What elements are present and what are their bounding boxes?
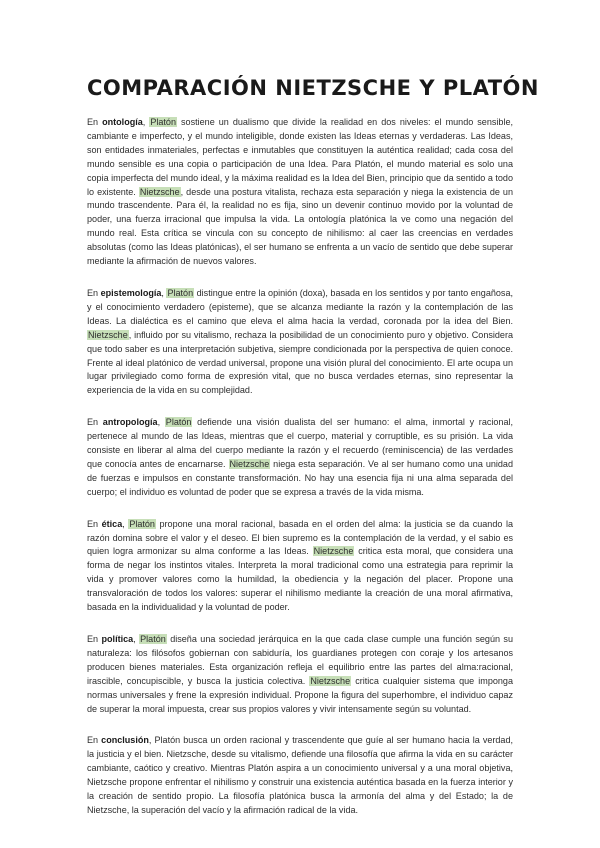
paragraph-text: defiende una visión dualista del ser humano: el alma, inmortal y racional, pertenece al mundo de las Ideas, mientras que el cuerpo, material y corruptible, es su prisión. La vida consiste en liberar al alma del cuerpo mediante la razón y el recuerdo (reminiscencia) de las verdades que conocía antes de encarnarse. [87, 417, 513, 469]
separator-text: , [142, 117, 150, 127]
highlight-platon: Platón [167, 287, 194, 298]
separator-text: , [161, 287, 167, 298]
lead-text: En [87, 117, 103, 127]
topic-term: conclusión [101, 735, 149, 746]
paragraph-text: , influido por su vitalismo, rechaza la posibilidad de un conocimiento puro y objetivo. Considera que todo saber es una interpretación subjetiva, siempre condicionada por la perspectiva de quien conoce. Frente al ideal platónico de verdad universal, propone una visión plural del conocimiento. El arte ocupa un lugar privilegiado como forma de expresión vital, que no busca verdades eternas, sino representar la experiencia de la vida en su complejidad. [87, 329, 513, 396]
paragraph-text: diseña una sociedad jerárquica en la que cada clase cumple una función según su naturaleza: los filósofos gobiernan con sabiduría, los guardianes protegen con coraje y los artesanos producen bienes materiales. Esta organización refleja el equilibrio entre las partes del alma:racional, irascible, concupiscible, y busca la justicia colectiva. [87, 634, 513, 686]
separator-text: , [122, 518, 129, 529]
paragraph-ontologia [87, 116, 513, 269]
highlight-nietzsche: Nietzsche [88, 329, 128, 340]
paragraph-text: , Platón busca un orden racional y trascendente que guíe al ser humano hacia la verdad, la justicia y el bien. Nietzsche, desde su vitalismo, defiende una filosofía que afirma la vida en su carácter cambiante, caótico y creativo. Mientras Platón aspira a un conocimiento universal y a una moral objetiva, Nietzsche propone enfrentar el nihilismo y construir una existencia auténtica basada en la fuerza interior y la creación de sentido propio. La filosofía platónica busca la armonía del alma y del Estado; la de Nietzsche, la superación del vacío y la afirmación radical de la vida. [87, 735, 513, 815]
highlight-platon: Platón [129, 518, 155, 529]
lead-text: En [87, 735, 102, 746]
separator-text: , [157, 417, 165, 428]
topic-term: ética [101, 518, 123, 529]
paragraph-epistemologia [87, 287, 513, 398]
highlight-nietzsche: Nietzsche [313, 546, 354, 557]
highlight-platon: Platón [140, 634, 166, 644]
paragraph-conclusion [87, 734, 513, 817]
paragraph-etica [87, 518, 513, 615]
highlight-platon: Platón [165, 417, 192, 428]
paragraph-text: , desde una postura vitalista, rechaza esta separación y niega la existencia de un mundo trascendente. Para él, la realidad no es fija, sino un devenir continuo movido por la voluntad de poder, una fuerza irracional que impulsa la vida. La ontología platónica la ve como una negación del mundo real. Esta crítica se vincula con su concepto de nihilismo: al caer las creencias en verdades absolutas (como las Ideas platónicas), el ser humano se enfrenta a un vacío de sentido que debe superar mediante la afirmación de nuevos valores. [87, 186, 513, 267]
paragraph-text: critica esta moral, que considera una forma de negar los instintos vitales. Interpreta la moral tradicional como una estrategia para reprimir la vida y promover valores como la humildad, la obediencia y la negación del placer. Propone una transvaloración de todos los valores: superar el nihilismo mediante la creación de una moral afirmativa, basada en la individualidad y la voluntad de poder. [87, 546, 513, 613]
separator-text: , [133, 634, 140, 644]
lead-text: En [87, 518, 102, 529]
paragraph-text: sostiene un dualismo que divide la realidad en dos niveles: el mundo sensible, cambiante e imperfecto, y el mundo inteligible, donde existen las Ideas eternas y verdaderas. Las Ideas, son entidades inmateriales, perfectas e inmutables que constituyen la auténtica realidad; cada cosa del mundo sensible es una copia o participación de una Idea. Para Platón, el mundo material es solo una copia imperfecta del mundo ideal, y la máxima realidad es la Idea del Bien, principio que da sentido a todo lo existente. [87, 117, 513, 197]
highlight-platon: Platón [150, 117, 176, 127]
paragraph-text: distingue entre la opinión (doxa), basada en los sentidos y por tanto engañosa, y el conocimiento verdadero (episteme), que se alcanza mediante la razón y la contemplación de las Ideas. La dialéctica es el camino que eleva el alma hacia la verdad, coronada por la idea del Bien. [87, 287, 513, 326]
highlight-nietzsche: Nietzsche [139, 186, 180, 197]
paragraph-text: niega esta separación. Ve al ser humano como una unidad de fuerzas e impulsos en constante transformación. No hay una esencia fija ni una alma separada del cuerpo; el individuo es voluntad de poder que se expresa a través de la vida misma. [87, 458, 513, 497]
paragraph-antropologia [87, 416, 513, 499]
highlight-nietzsche: Nietzsche [229, 458, 270, 469]
page-title: COMPARACIÓN NIETZSCHE Y PLATÓN [87, 76, 539, 100]
topic-term: política [101, 634, 134, 644]
lead-text: En [87, 417, 103, 428]
paragraph-text: propone una moral racional, basada en el orden del alma: la justicia se da cuando la razón domina sobre el valor y el deseo. El bien supremo es la contemplación de la verdad, y el sabio es quien logra armonizar su alma conforme a las Ideas. [87, 518, 513, 557]
highlight-nietzsche: Nietzsche [310, 675, 351, 686]
document-body [87, 116, 513, 836]
lead-text: En [87, 287, 101, 298]
topic-term: antropología [102, 417, 158, 428]
paragraph-text: critica cualquier sistema que imponga normas universales y frene la expresión individual. Propone la figura del superhombre, el individuo capaz de superar la moral impuesta, crear sus propios valores y vivir intensamente según su voluntad. [87, 675, 513, 714]
lead-text: En [87, 634, 102, 644]
topic-term: epistemología [100, 287, 162, 298]
topic-term: ontología [102, 117, 143, 127]
paragraph-politica [87, 633, 513, 716]
